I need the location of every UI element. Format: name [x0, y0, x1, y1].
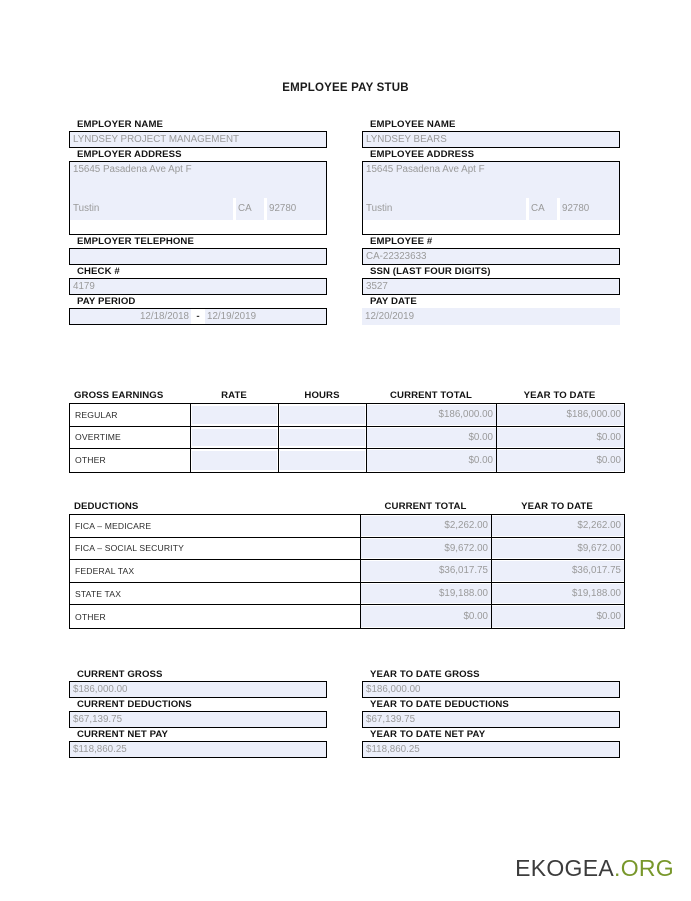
current-deductions-value: $67,139.75	[73, 714, 123, 725]
earnings-ytd-value: $0.00	[497, 450, 624, 471]
employer-address-state: CA	[238, 203, 252, 214]
employer-address-city: Tustin	[73, 203, 100, 214]
deduction-current-total-value: $9,672.00	[361, 539, 491, 559]
header-hours: HOURS	[304, 390, 340, 401]
deductions-table	[69, 497, 625, 629]
earnings-current-total-value: $186,000.00	[367, 405, 496, 425]
earnings-ytd-cell[interactable]	[497, 427, 624, 449]
employee-name-label: EMPLOYEE NAME	[370, 119, 456, 130]
ytd-gross-value: $186,000.00	[366, 684, 421, 695]
table-row	[70, 605, 624, 628]
check-number-value: 4179	[73, 281, 95, 292]
deduction-ytd-value: $36,017.75	[492, 561, 624, 581]
earnings-ytd-value: $186,000.00	[497, 405, 624, 425]
deduction-current-total-cell[interactable]	[361, 560, 492, 582]
employer-telephone-label: EMPLOYER TELEPHONE	[77, 236, 194, 247]
check-number-label: CHECK #	[77, 266, 120, 277]
deduction-current-total-cell[interactable]	[361, 583, 492, 605]
table-row	[70, 427, 624, 450]
table-row	[70, 560, 624, 583]
pay-period-end[interactable]: 12/19/2019	[205, 309, 326, 324]
earnings-current-total-cell[interactable]	[367, 449, 497, 472]
deduction-current-total-value: $0.00	[361, 606, 491, 627]
employee-address-street: 15645 Pasadena Ave Apt F	[366, 164, 485, 175]
employee-number-value: CA-22323633	[366, 251, 427, 262]
table-row	[70, 404, 624, 427]
employer-name-label: EMPLOYER NAME	[77, 119, 164, 130]
employee-address-field[interactable]	[362, 161, 620, 235]
deduction-row-label: FICA – MEDICARE	[70, 515, 361, 537]
ytd-deductions-value: $67,139.75	[366, 714, 416, 725]
pay-period-start[interactable]: 12/18/2018	[70, 309, 191, 324]
earnings-rate-cell[interactable]	[191, 427, 279, 449]
earnings-ytd-cell[interactable]	[497, 404, 624, 426]
page-title: EMPLOYEE PAY STUB	[282, 82, 409, 94]
ytd-net-pay-field[interactable]	[362, 741, 620, 758]
employee-address-city: Tustin	[366, 203, 393, 214]
table-row	[70, 538, 624, 561]
ytd-totals-section	[362, 668, 620, 758]
current-gross-value: $186,000.00	[73, 684, 128, 695]
deduction-ytd-cell[interactable]	[492, 583, 624, 605]
employer-address-street: 15645 Pasadena Ave Apt F	[73, 164, 192, 175]
employee-name-field[interactable]	[362, 131, 620, 148]
ytd-deductions-label: YEAR TO DATE DEDUCTIONS	[370, 699, 509, 710]
earnings-current-total-value: $0.00	[367, 428, 496, 448]
deduction-ytd-cell[interactable]	[492, 560, 624, 582]
earnings-hours-cell[interactable]	[279, 449, 367, 472]
logo-suffix-text: .ORG	[614, 855, 674, 881]
pay-date-label: PAY DATE	[370, 296, 417, 307]
deduction-row-label: FICA – SOCIAL SECURITY	[70, 538, 361, 560]
pay-period-label: PAY PERIOD	[77, 296, 136, 307]
ytd-net-pay-label: YEAR TO DATE NET PAY	[370, 729, 486, 740]
employer-telephone-field[interactable]	[69, 248, 327, 265]
current-gross-label: CURRENT GROSS	[77, 669, 163, 680]
ssn-value: 3527	[366, 281, 388, 292]
employee-address-label: EMPLOYEE ADDRESS	[370, 149, 475, 160]
earnings-rate-cell[interactable]	[191, 449, 279, 472]
earnings-current-total-cell[interactable]	[367, 404, 497, 426]
gross-earnings-table	[69, 386, 625, 473]
current-totals-section	[69, 668, 327, 758]
earnings-current-total-value: $0.00	[367, 450, 496, 471]
address-gap-state	[233, 198, 236, 220]
earnings-rate-cell[interactable]	[191, 404, 279, 426]
employer-name-field[interactable]	[69, 131, 327, 148]
ytd-gross-label: YEAR TO DATE GROSS	[370, 669, 480, 680]
current-deductions-field[interactable]	[69, 711, 327, 728]
ssn-label: SSN (LAST FOUR DIGITS)	[370, 266, 491, 277]
current-net-pay-value: $118,860.25	[73, 744, 127, 755]
employee-name-value: LYNDSEY BEARS	[366, 134, 447, 145]
deduction-row-label: OTHER	[70, 605, 361, 628]
deduction-current-total-cell[interactable]	[361, 605, 492, 628]
earnings-ytd-value: $0.00	[497, 428, 624, 448]
table-row	[70, 515, 624, 538]
header-current-total: CURRENT TOTAL	[384, 501, 467, 512]
ytd-gross-field[interactable]	[362, 681, 620, 698]
address-gap-zip	[557, 198, 560, 220]
deduction-ytd-value: $0.00	[492, 606, 624, 627]
header-year-to-date: YEAR TO DATE	[523, 390, 596, 401]
deduction-ytd-value: $2,262.00	[492, 516, 624, 536]
table-row	[70, 449, 624, 472]
employee-address-zip: 92780	[562, 203, 590, 214]
employee-address-state: CA	[531, 203, 545, 214]
ekogea-logo	[515, 855, 674, 882]
check-number-field[interactable]	[69, 278, 327, 295]
deductions-header-row	[69, 497, 625, 514]
earnings-row-label: OTHER	[70, 449, 191, 472]
header-rate: RATE	[221, 390, 247, 401]
ytd-net-pay-value: $118,860.25	[366, 744, 420, 755]
earnings-hours-cell[interactable]	[279, 404, 367, 426]
deduction-current-total-value: $19,188.00	[361, 584, 491, 604]
deduction-ytd-cell[interactable]	[492, 538, 624, 560]
pay-period-field[interactable]	[69, 308, 327, 325]
pay-period-separator: -	[191, 309, 205, 324]
employee-section	[362, 118, 620, 325]
deduction-ytd-cell[interactable]	[492, 515, 624, 537]
deduction-row-label: FEDERAL TAX	[70, 560, 361, 582]
employee-number-field[interactable]	[362, 248, 620, 265]
ytd-deductions-field[interactable]	[362, 711, 620, 728]
deduction-current-total-value: $2,262.00	[361, 516, 491, 536]
pay-date-field[interactable]	[362, 308, 620, 325]
employer-address-field[interactable]	[69, 161, 327, 235]
deduction-ytd-value: $9,672.00	[492, 539, 624, 559]
header-gross-earnings: GROSS EARNINGS	[74, 390, 164, 401]
table-row	[70, 583, 624, 606]
current-gross-field[interactable]	[69, 681, 327, 698]
header-year-to-date: YEAR TO DATE	[521, 501, 593, 512]
earnings-hours-cell[interactable]	[279, 427, 367, 449]
header-current-total: CURRENT TOTAL	[390, 390, 472, 401]
deduction-current-total-cell[interactable]	[361, 538, 492, 560]
deduction-current-total-cell[interactable]	[361, 515, 492, 537]
current-deductions-label: CURRENT DEDUCTIONS	[77, 699, 192, 710]
earnings-current-total-cell[interactable]	[367, 427, 497, 449]
address-gap-state	[526, 198, 529, 220]
header-deductions: DEDUCTIONS	[74, 501, 139, 512]
address-gap-zip	[264, 198, 267, 220]
employee-number-label: EMPLOYEE #	[370, 236, 433, 247]
earnings-row-label: OVERTIME	[70, 427, 191, 449]
ssn-field[interactable]	[362, 278, 620, 295]
logo-primary-text: EKOGEA	[515, 855, 615, 881]
employer-section	[69, 118, 327, 325]
deduction-current-total-value: $36,017.75	[361, 561, 491, 581]
current-net-pay-label: CURRENT NET PAY	[77, 729, 169, 740]
gross-earnings-header-row	[69, 386, 625, 403]
deduction-ytd-cell[interactable]	[492, 605, 624, 628]
deduction-row-label: STATE TAX	[70, 583, 361, 605]
employer-address-zip: 92780	[269, 203, 297, 214]
current-net-pay-field[interactable]	[69, 741, 327, 758]
deduction-ytd-value: $19,188.00	[492, 584, 624, 604]
employer-name-value: LYNDSEY PROJECT MANAGEMENT	[73, 134, 240, 145]
pay-date-value: 12/20/2019	[365, 311, 415, 322]
earnings-ytd-cell[interactable]	[497, 449, 624, 472]
earnings-row-label: REGULAR	[70, 404, 191, 426]
employer-address-label: EMPLOYER ADDRESS	[77, 149, 182, 160]
